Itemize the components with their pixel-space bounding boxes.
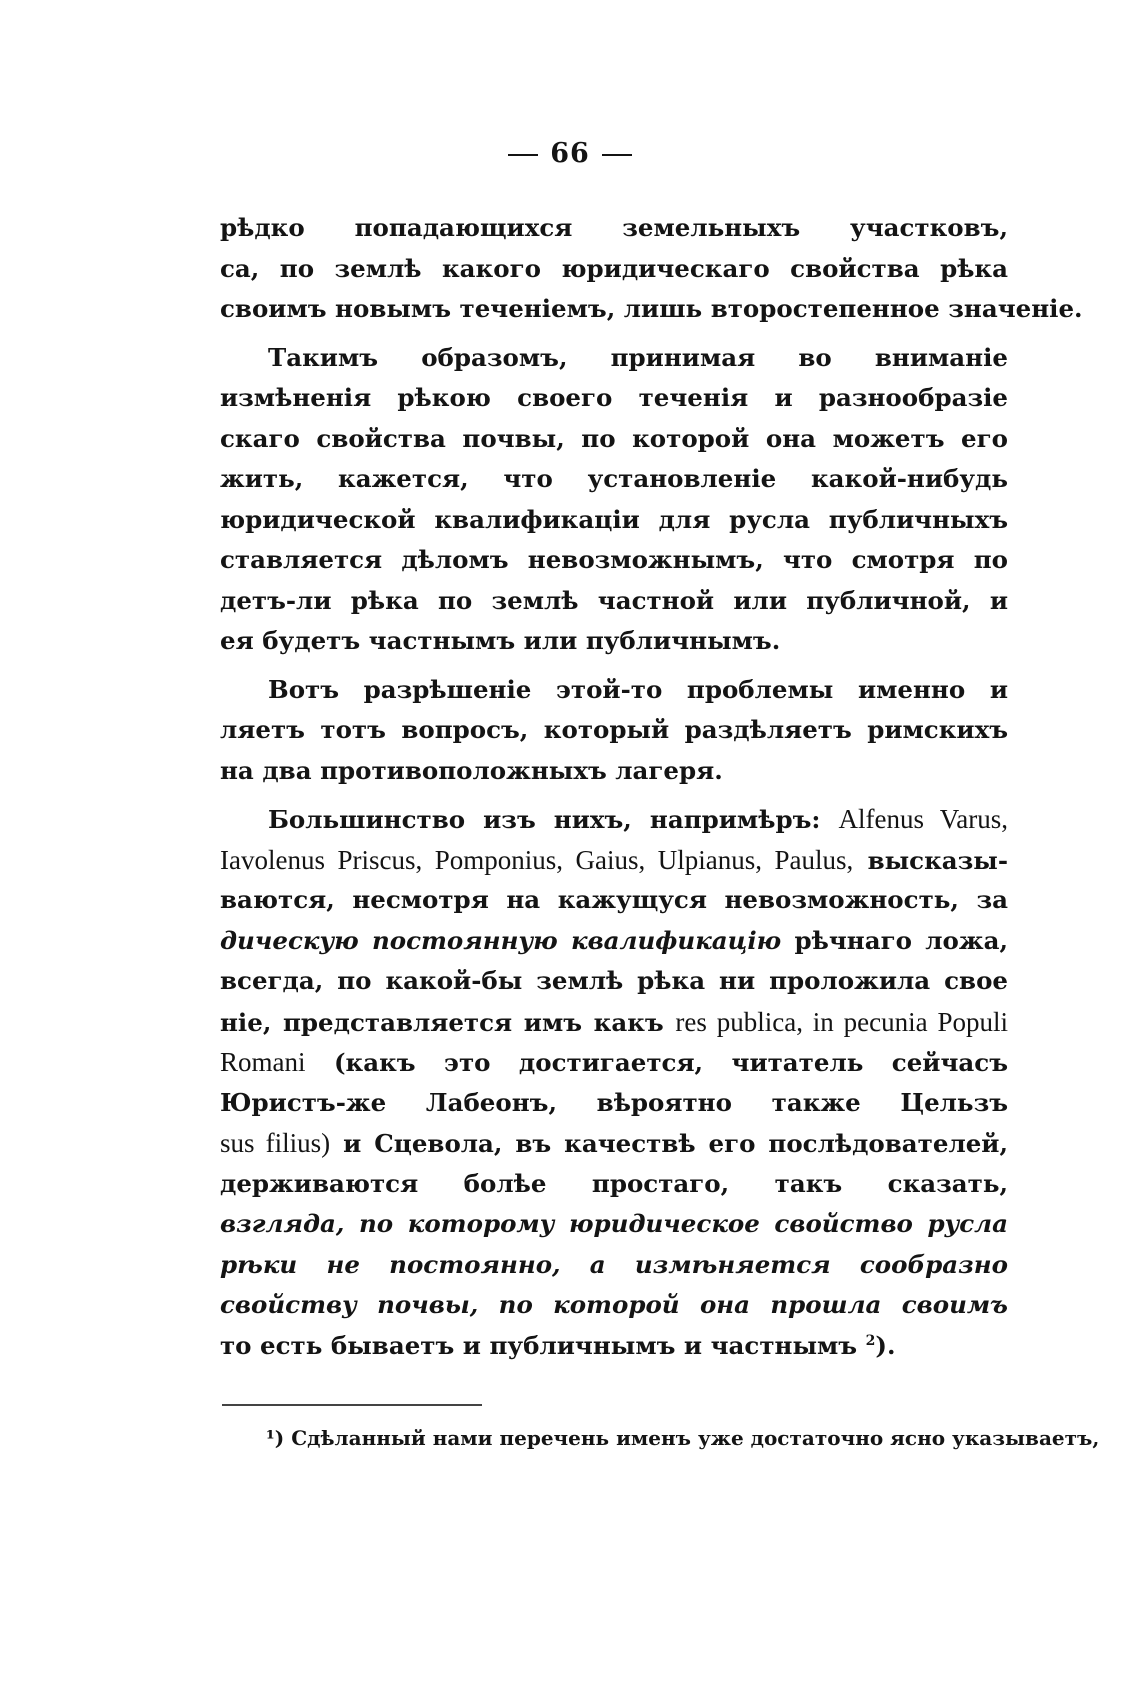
- text-run: высказы-: [867, 845, 1008, 875]
- footnote-text: Сдѣланный нами перечень именъ уже достаточно ясно указываетъ,: [291, 1426, 1100, 1450]
- footnote-ref: 2: [865, 1332, 876, 1349]
- page-number-dash-right: [602, 154, 632, 156]
- page-number: [0, 138, 1140, 169]
- text-line: рѣдко попадающихся земельныхъ участковъ,: [220, 213, 1008, 242]
- text-line: ляетъ тотъ вопросъ, который раздѣляетъ римскихъ: [220, 715, 1008, 744]
- text-line: ставляется дѣломъ невозможнымъ, что смотря по: [220, 545, 1008, 574]
- text-line: юридической квалификаціи для русла публичныхъ: [220, 504, 1008, 534]
- text-run: рѣчнаго ложа,: [794, 925, 1008, 955]
- text-line: [220, 1123, 1008, 1164]
- text-line: [220, 799, 1008, 840]
- text-run: и Сцевола, въ качествѣ его послѣдователей,: [343, 1129, 1008, 1158]
- italic-run: дическую постоянную квалификацію: [220, 925, 782, 955]
- text-line: рѣки не постоянно, а измѣняется сообразно: [220, 1249, 1008, 1279]
- latin-run: Alfenus Varus,: [838, 804, 1008, 834]
- text-line: са, по землѣ какого юридическаго свойства рѣка: [220, 253, 1008, 283]
- text-line: всегда, по какой-бы землѣ рѣка ни проложила свое: [220, 966, 1008, 995]
- text-run: держиваются болѣе простаго, такъ сказать,: [220, 1168, 1008, 1198]
- text-line: жить, кажется, что установленіе какой-нибудь: [220, 464, 1008, 493]
- text-line: ея будетъ частнымъ или публичнымъ.: [220, 626, 781, 655]
- text-run: (какъ это достигается, читатель сейчасъ: [333, 1048, 1008, 1077]
- text-line: [220, 880, 1008, 921]
- text-line: детъ-ли рѣка по землѣ частной или публичной, и: [220, 585, 1008, 615]
- page-number-dash-left: [508, 154, 538, 156]
- text-line: [220, 1326, 1008, 1367]
- text-line: свойству почвы, по которой она прошла своимъ: [220, 1290, 1008, 1319]
- text-line: Такимъ образомъ, принимая во вниманіе: [268, 342, 1008, 372]
- text-line: на два противоположныхъ лагеря.: [220, 755, 723, 785]
- text-run: то есть бываетъ и публичнымъ и частнымъ: [220, 1330, 858, 1360]
- text-line: [220, 1083, 1008, 1124]
- text-line: [220, 1042, 1008, 1083]
- text-line: взгляда, по которому юридическое свойство русла: [220, 1209, 1008, 1238]
- latin-run: Romani: [220, 1047, 306, 1077]
- latin-run: Iavolenus Priscus, Pomponius, Gaius, Ulpianus, Paulus,: [220, 844, 854, 875]
- text-line: [220, 921, 1008, 962]
- text-run: Юристъ-же Лабеонъ, вѣроятно также Цельзъ: [220, 1087, 1008, 1117]
- text-run: ваются, несмотря на кажущуся невозможность, за: [220, 885, 1008, 914]
- text-line: Вотъ разрѣшеніе этой-то проблемы именно и: [268, 674, 1008, 704]
- footnote: [266, 1424, 1100, 1452]
- footnote-divider: [222, 1404, 482, 1406]
- footnote-marker: ¹): [266, 1426, 285, 1450]
- text-line: [220, 1002, 1008, 1043]
- text-line: [220, 840, 1008, 881]
- text-line: скаго свойства почвы, по которой она можетъ его: [220, 423, 1008, 453]
- text-run: ніе, представляется имъ какъ: [220, 1007, 664, 1037]
- text-run: ).: [875, 1330, 896, 1360]
- text-run: Большинство изъ нихъ, напримѣръ:: [268, 805, 821, 834]
- latin-run: res publica, in pecunia Populi: [675, 1006, 1008, 1037]
- text-line: своимъ новымъ теченіемъ, лишь второстепенное значеніе.: [220, 294, 1083, 323]
- text-line: измѣненія рѣкою своего теченія и разнообразіе: [220, 383, 1008, 412]
- body-text: [220, 208, 1083, 1366]
- text-line: [220, 1164, 1008, 1205]
- latin-run: sus filius): [220, 1128, 331, 1158]
- page-number-value: 66: [550, 138, 590, 169]
